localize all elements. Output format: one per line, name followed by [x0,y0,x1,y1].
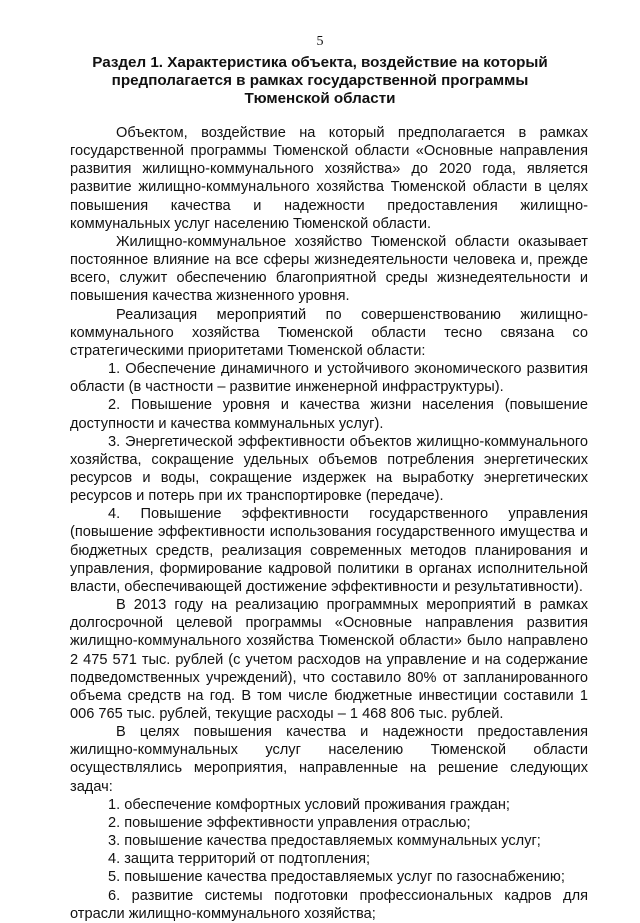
paragraph: Реализация мероприятий по совершенствованию жилищно-коммунального хозяйства Тюменской области тесно связана со стратегическими приоритетами Тюменской области: [70,306,588,359]
page-number: 5 [316,34,324,49]
paragraph: Жилищно-коммунальное хозяйство Тюменской области оказывает постоянное влияние на все сферы жизнедеятельности человека и, прежде всего, служит обеспечению благоприятной среды жизнедеятельности и повышения качества жизненного уровня. [70,233,588,305]
paragraph: В целях повышения качества и надежности предоставления жилищно-коммунальных услуг населению Тюменской области осуществлялись мероприятия, направленные на решение следующих задач: [70,724,588,795]
document-body [70,124,588,923]
task-item: 2. повышение эффективности управления отраслью; [108,814,471,831]
task-item: 4. защита территорий от подтопления; [108,851,371,868]
priority-item: 1. Обеспечение динамичного и устойчивого экономического развития области (в частности – развитие инженерной инфраструктуры). [70,361,588,396]
task-item: 6. развитие системы подготовки профессиональных кадров для отрасли жилищно-коммунального хозяйства; [70,887,588,922]
task-item: 5. повышение качества предоставляемых услуг по газоснабжению; [108,869,565,886]
priority-item: 4. Повышение эффективности государственного управления (повышение эффективности использования государственного имущества и бюджетных средств, реализация современных методов планирования и управления, формирование кадровой политики в органах исполнительной власти, обеспечивающей достижение эффективности и результативности). [70,506,588,595]
paragraph: Объектом, воздействие на который предполагается в рамках государственной программы Тюменской области «Основные направления развития жилищно-коммунального хозяйства» до 2020 года, является развитие жилищно-коммунального хозяйства Тюменской области в целях повышения качества и надежности предоставления жилищно-коммунальных услуг населению Тюменской области. [70,125,588,232]
paragraph: В 2013 году на реализацию программных мероприятий в рамках долгосрочной целевой программы «Основные направления развития жилищно-коммунального хозяйства Тюменской области» было направлено 2 475 571 тыс. рублей (с учетом расходов на управление и на содержание подведомственных учреждений), что составило 80% от запланированного объема средств на год. В том числе бюджетные инвестиции составили 1 006 765 тыс. рублей, текущие расходы – 1 468 806 тыс. рублей. [70,597,588,722]
priority-item: 2. Повышение уровня и качества жизни населения (повышение доступности и качества коммунальных услуг). [70,397,588,432]
section-title: Раздел 1. Характеристика объекта, воздействие на который предполагается в рамках государственной программы Тюменской области [92,54,548,107]
task-item: 3. повышение качества предоставляемых коммунальных услуг; [108,833,541,850]
task-item: 1. обеспечение комфортных условий проживания граждан; [108,796,510,813]
priority-item: 3. Энергетической эффективности объектов жилищно-коммунального хозяйства, сокращение удельных объемов потребления энергетических ресурсов и воды, сокращение издержек на выработку энергетических ресурсов и потерь при их транспортировке (передаче). [70,433,588,505]
